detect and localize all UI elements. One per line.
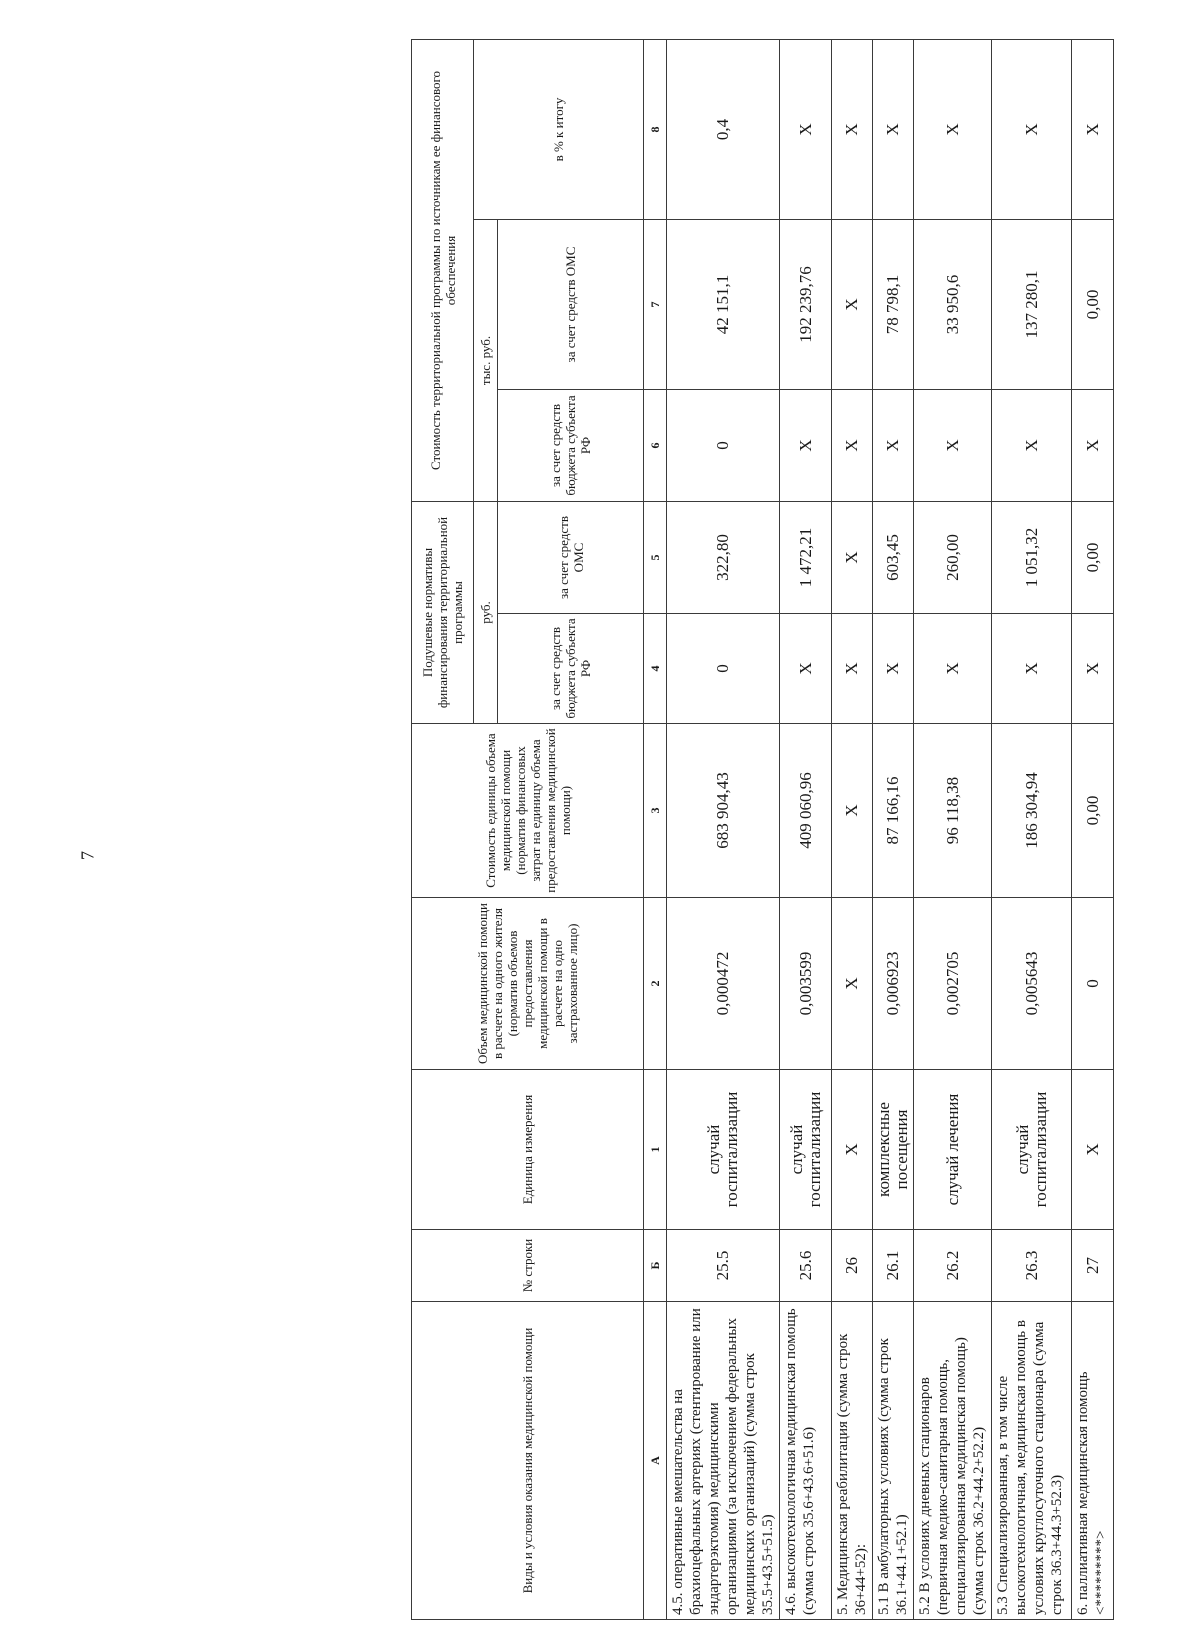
row-line: 25.6 — [780, 1230, 832, 1302]
table-row — [832, 39, 873, 1619]
row-c3: 409 060,96 — [780, 724, 832, 898]
table-row — [914, 39, 992, 1619]
row-line: 26 — [832, 1230, 873, 1302]
row-unit: случай госпитализации — [667, 1070, 780, 1230]
header-col-3: Стоимость единицы объема медицинской помощи (норматив финансовых затрат на единицу объема предоставления медицинской помощи) — [412, 724, 644, 898]
table-row — [780, 39, 832, 1619]
header-group-cost: Стоимость территориальной программы по источникам ее финансового обеспечения — [412, 39, 474, 501]
row-c3: 0,00 — [1072, 724, 1114, 898]
row-c6: X — [832, 390, 873, 502]
column-number: 5 — [644, 502, 667, 614]
row-c2: 0,003599 — [780, 898, 832, 1070]
header-col-b: № строки — [412, 1230, 644, 1302]
row-c7: X — [832, 220, 873, 390]
header-col-6: за счет средств бюджета субъекта РФ — [498, 390, 644, 502]
column-number: 6 — [644, 390, 667, 502]
header-col-8: в % к итогу — [474, 39, 644, 219]
row-unit: X — [832, 1070, 873, 1230]
row-line: 26.3 — [992, 1230, 1072, 1302]
row-c4: 0 — [667, 614, 780, 724]
header-col-2: Объем медицинской помощи в расчете на одного жителя (норматив объемов предоставления медицинской помощи в расчете на одно застрахованное лицо) — [412, 898, 644, 1070]
row-unit: случай госпитализации — [780, 1070, 832, 1230]
page-number: 7 — [77, 851, 98, 860]
row-line: 25.5 — [667, 1230, 780, 1302]
row-c7: 78 798,1 — [873, 220, 914, 390]
row-c3: 96 118,38 — [914, 724, 992, 898]
row-c3: 186 304,94 — [992, 724, 1072, 898]
row-c4: X — [1072, 614, 1114, 724]
row-c7: 0,00 — [1072, 220, 1114, 390]
row-c3: X — [832, 724, 873, 898]
row-c8: X — [780, 39, 832, 219]
row-name: 6. паллиативная медицинская помощь <*********> — [1072, 1302, 1114, 1620]
row-c6: X — [992, 390, 1072, 502]
row-c7: 192 239,76 — [780, 220, 832, 390]
header-col-4: за счет средств бюджета субъекта РФ — [498, 614, 644, 724]
row-c4: X — [873, 614, 914, 724]
row-c8: X — [992, 39, 1072, 219]
row-c6: X — [914, 390, 992, 502]
column-number-row — [644, 39, 667, 1619]
row-name: 5.2 В условиях дневных стационаров (первичная медико-санитарная помощь, специализированная медицинская помощь) (сумма строк 36.2+44.2+52.2) — [914, 1302, 992, 1620]
row-c6: 0 — [667, 390, 780, 502]
column-number: 3 — [644, 724, 667, 898]
row-c8: 0,4 — [667, 39, 780, 219]
row-line: 26.2 — [914, 1230, 992, 1302]
header-group-norm-unit: руб. — [474, 502, 498, 724]
row-unit: случай лечения — [914, 1070, 992, 1230]
row-name: 5.3 Специализированная, в том числе высокотехнологичная, медицинская помощь в условиях круглосуточного стационара (сумма строк 36.3+44.3+52.3) — [992, 1302, 1072, 1620]
row-c6: X — [780, 390, 832, 502]
row-c4: X — [780, 614, 832, 724]
row-c2: 0,000472 — [667, 898, 780, 1070]
header-col-5: за счет средств ОМС — [498, 502, 644, 614]
row-unit: случай госпитализации — [992, 1070, 1072, 1230]
row-unit: комплексные посещения — [873, 1070, 914, 1230]
row-c5: 1 051,32 — [992, 502, 1072, 614]
row-c2: 0 — [1072, 898, 1114, 1070]
row-c8: X — [873, 39, 914, 219]
column-number: 8 — [644, 39, 667, 219]
row-name: 5. Медицинская реабилитация (сумма строк 36+44+52): — [832, 1302, 873, 1620]
row-c4: X — [992, 614, 1072, 724]
row-name: 4.6. высокотехнологичная медицинская помощь (сумма строк 35.6+43.6+51.6) — [780, 1302, 832, 1620]
row-c4: X — [914, 614, 992, 724]
row-c3: 87 166,16 — [873, 724, 914, 898]
row-line: 26.1 — [873, 1230, 914, 1302]
row-c5: 1 472,21 — [780, 502, 832, 614]
row-c8: X — [914, 39, 992, 219]
row-c6: X — [1072, 390, 1114, 502]
row-c5: 603,45 — [873, 502, 914, 614]
table-row — [1072, 39, 1114, 1619]
row-c2: 0,002705 — [914, 898, 992, 1070]
row-c5: X — [832, 502, 873, 614]
row-c2: 0,005643 — [992, 898, 1072, 1070]
row-c8: X — [1072, 39, 1114, 219]
header-group-cost-unit: тыс. руб. — [474, 220, 498, 502]
header-group-norm: Подушевые нормативы финансирования территориальной программы — [412, 502, 474, 724]
row-c2: X — [832, 898, 873, 1070]
row-line: 27 — [1072, 1230, 1114, 1302]
budget-table — [411, 39, 1114, 1620]
header-col-1: Единица измерения — [412, 1070, 644, 1230]
column-number: 4 — [644, 614, 667, 724]
row-c5: 260,00 — [914, 502, 992, 614]
row-c7: 33 950,6 — [914, 220, 992, 390]
row-c7: 137 280,1 — [992, 220, 1072, 390]
table-row — [992, 39, 1072, 1619]
column-number: 1 — [644, 1070, 667, 1230]
table-row — [667, 39, 780, 1619]
column-number: Б — [644, 1230, 667, 1302]
column-number: А — [644, 1302, 667, 1620]
table-row — [873, 39, 914, 1619]
row-c5: 322,80 — [667, 502, 780, 614]
row-c4: X — [832, 614, 873, 724]
row-c8: X — [832, 39, 873, 219]
row-c6: X — [873, 390, 914, 502]
rotated-sheet — [411, 40, 1191, 1620]
row-c3: 683 904,43 — [667, 724, 780, 898]
column-number: 7 — [644, 220, 667, 390]
row-c5: 0,00 — [1072, 502, 1114, 614]
row-name: 4.5. оперативные вмешательства на брахиоцефальных артериях (стентирование или эндартерэктомия) медицинскими организациями (за исключением федеральных медицинских организаций) (сумма строк 35.5+43.5+51.5) — [667, 1302, 780, 1620]
row-name: 5.1 В амбулаторных условиях (сумма строк 36.1+44.1+52.1) — [873, 1302, 914, 1620]
header-col-a: Виды и условия оказания медицинской помощи — [412, 1302, 644, 1620]
row-unit: X — [1072, 1070, 1114, 1230]
row-c7: 42 151,1 — [667, 220, 780, 390]
header-col-7: за счет средств ОМС — [498, 220, 644, 390]
column-number: 2 — [644, 898, 667, 1070]
row-c2: 0,006923 — [873, 898, 914, 1070]
